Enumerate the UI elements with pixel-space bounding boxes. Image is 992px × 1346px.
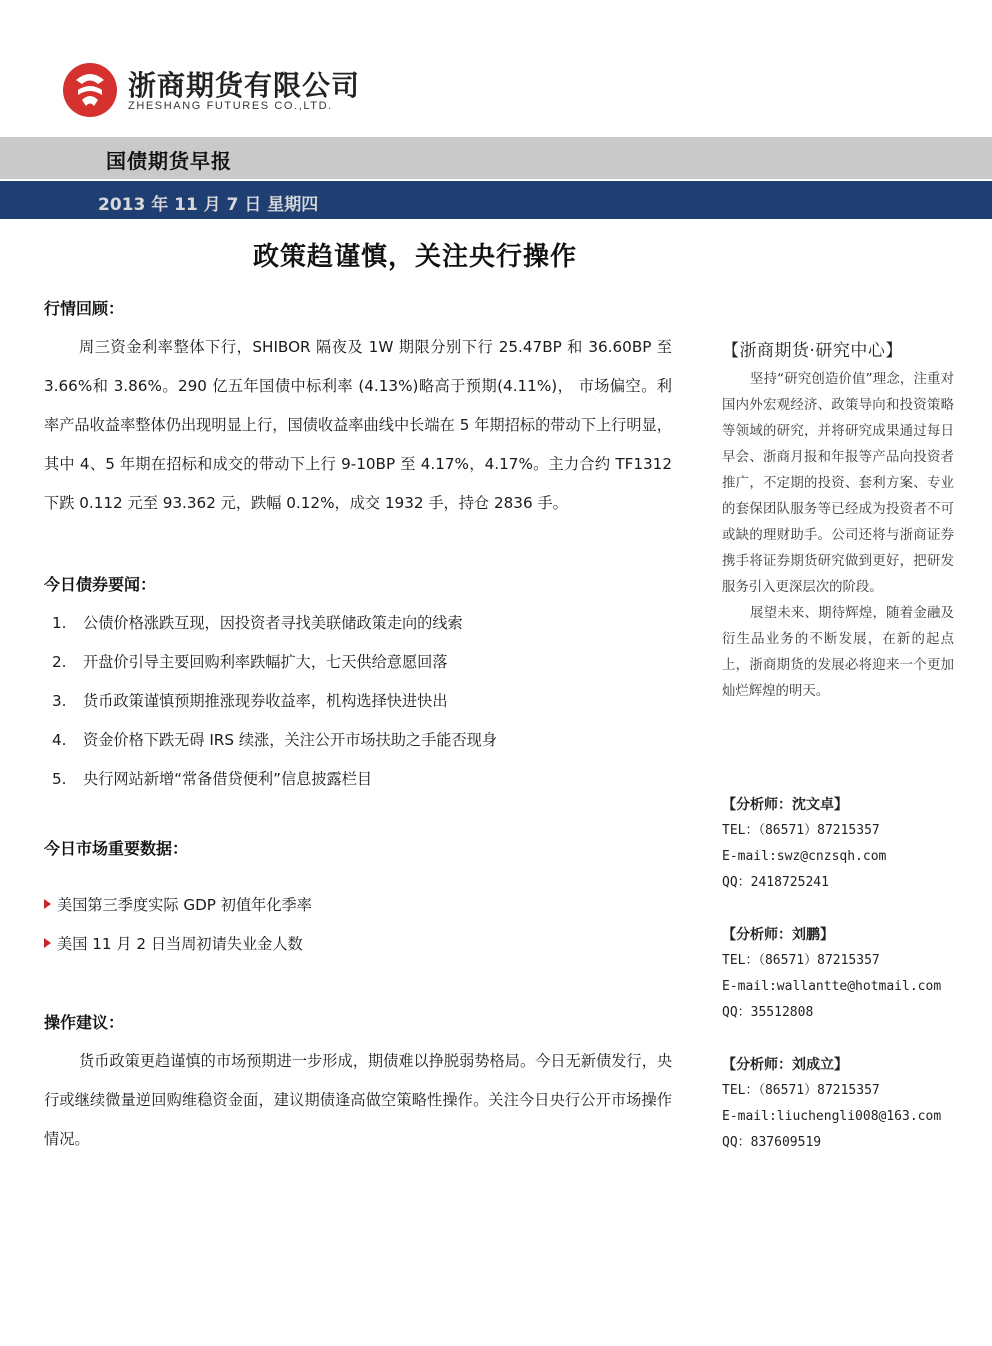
research-center-title: 【浙商期货·研究中心】	[722, 341, 903, 361]
list-item: 3. 货币政策谨慎预期推涨现券收益率，机构选择快进快出	[52, 692, 448, 710]
report-date: 2013 年 11 月 7 日 星期四	[98, 195, 319, 215]
list-item: 4. 资金价格下跌无碍 IRS 续涨，关注公开市场扶助之手能否现身	[52, 731, 498, 749]
analyst-tel: TEL：（86571）87215357	[722, 1083, 880, 1098]
list-item: 美国 11 月 2 日当周初请失业金人数	[44, 925, 672, 964]
analyst-contact	[722, 922, 982, 1026]
analyst-tel: TEL：（86571）87215357	[722, 823, 880, 838]
triangle-bullet-icon	[44, 938, 51, 948]
analyst-contact	[722, 792, 982, 896]
bond-news-title: 今日债券要闻：	[44, 575, 157, 594]
analyst-qq: QQ：35512808	[722, 1005, 814, 1020]
analyst-name: 【分析师：刘鹏】	[722, 927, 834, 943]
analyst-qq: QQ：837609519	[722, 1135, 822, 1150]
list-item: 5. 央行网站新增“常备借贷便利”信息披露栏目	[52, 770, 373, 788]
analyst-tel: TEL：（86571）87215357	[722, 953, 880, 968]
company-logo-icon	[62, 62, 118, 118]
advice-body: 货币政策更趋谨慎的市场预期进一步形成，期债难以挣脱弱势格局。今日无新债发行，央行或继续微量逆回购维稳资金面，建议期债逢高做空策略性操作。关注今日央行公开市场操作情况。	[44, 1052, 672, 1148]
analyst-name: 【分析师：沈文卓】	[722, 797, 848, 813]
main-content	[44, 294, 672, 1159]
list-item: 2. 开盘价引导主要回购利率跌幅扩大，七天供给意愿回落	[52, 653, 448, 671]
report-type: 国债期货早报	[106, 149, 232, 173]
key-data-list	[44, 886, 672, 964]
analyst-contact	[722, 1052, 982, 1156]
market-review-body: 周三资金利率整体下行，SHIBOR 隔夜及 1W 期限分别下行 25.47BP 和 36.60BP 至 3.66%和 3.86%。290 亿五年国债中标利率 (4.13%)略高于预期(4.11%)， 市场偏空。利率产品收益率整体仍出现明显上行，国债收益率曲线中长端在 5 年期招标的带动下上行明显，其中 4、5 年期在招标和成交的带动下上行 9-10BP 至 4.17%，4.17%。主力合约 TF1312 下跌 0.112 元至 93.362 元，跌幅 0.12%，成交 1932 手，持仓 2836 手。	[44, 338, 672, 512]
headline: 政策趋谨慎，关注央行操作	[252, 242, 577, 272]
triangle-bullet-icon	[44, 899, 51, 909]
market-review-title: 行情回顾：	[44, 299, 125, 318]
list-item: 美国第三季度实际 GDP 初值年化季率	[44, 886, 672, 925]
key-data-title: 今日市场重要数据：	[44, 839, 189, 858]
bond-news-list	[44, 604, 672, 799]
company-name: 浙商期货有限公司	[128, 69, 361, 102]
research-center-para-2: 展望未来、期待辉煌，随着金融及衍生品业务的不断发展，在新的起点上，浙商期货的发展必将迎来一个更加灿烂辉煌的明天。	[722, 606, 954, 699]
analyst-email: E-mail:wallantte@hotmail.com	[722, 979, 942, 994]
list-item: 1. 公债价格涨跌互现，因投资者寻找美联储政策走向的线索	[52, 614, 463, 632]
research-center-panel	[722, 336, 954, 705]
company-name-en: ZHESHANG FUTURES CO.,LTD.	[128, 100, 333, 112]
analyst-qq: QQ：2418725241	[722, 875, 829, 890]
analyst-email: E-mail:liuchengli008@163.com	[722, 1109, 942, 1124]
research-center-para-1: 坚持“研究创造价值”理念，注重对国内外宏观经济、政策导向和投资策略等领域的研究，并将研究成果通过每日早会、浙商月报和年报等产品向投资者推广，不定期的投资、套利方案、专业的套保团队服务等已经成为投资者不可或缺的理财助手。公司还将与浙商证券携手将证券期货研究做到更好，把研发服务引入更深层次的阶段。	[722, 372, 954, 595]
analyst-name: 【分析师：刘成立】	[722, 1057, 848, 1073]
advice-title: 操作建议：	[44, 1013, 125, 1032]
analyst-email: E-mail:swz@cnzsqh.com	[722, 849, 887, 864]
